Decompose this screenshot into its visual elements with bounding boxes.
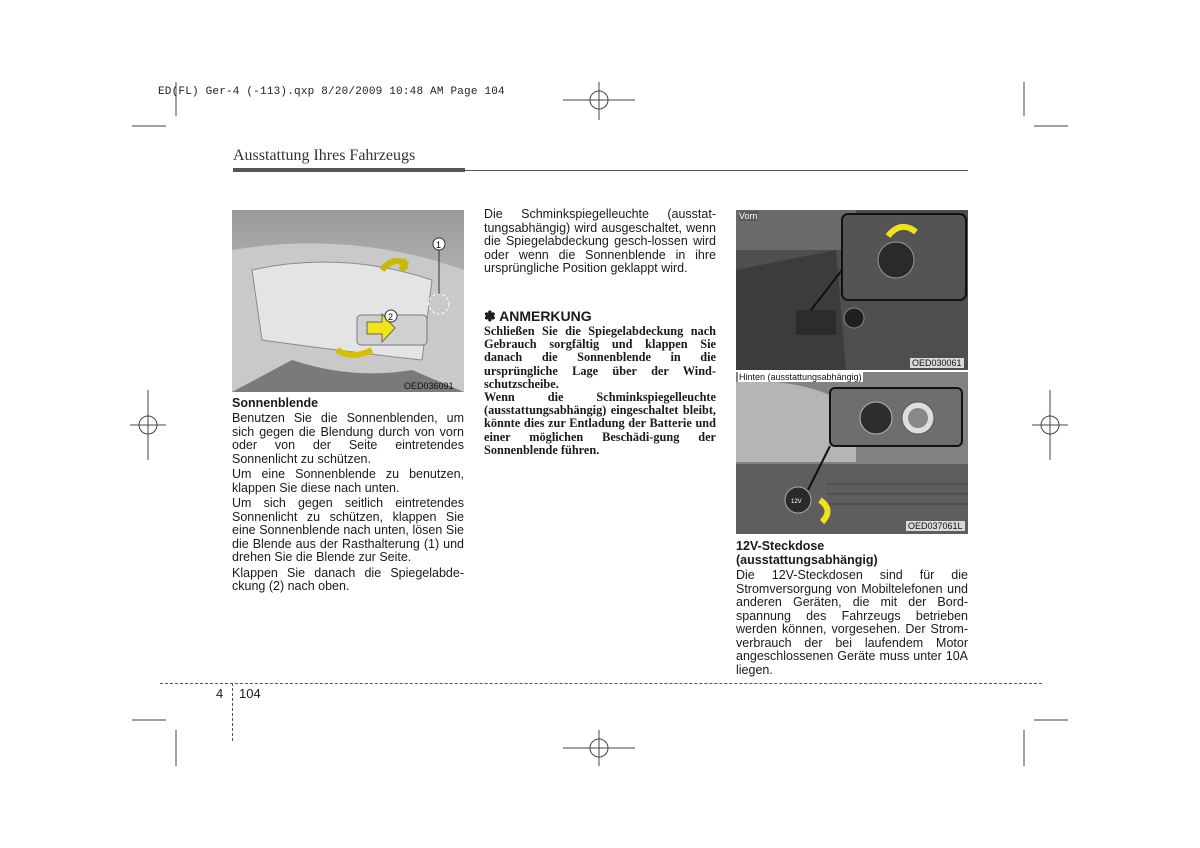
- registration-mark-right: [1032, 390, 1068, 460]
- note-paragraph: Schließen Sie die Spiegelabdeckung nach Gebrauch sorgfältig und klappen Sie danach die Sonnenblende in die ursprüngliche Lage über der Wind-schutzscheibe.: [484, 324, 716, 391]
- callout-1: 1: [436, 240, 442, 250]
- paragraph: Klappen Sie danach die Spiegelabde-ckung (2) nach oben.: [232, 565, 464, 593]
- footer-rule: [160, 683, 1042, 684]
- registration-mark-top: [563, 82, 635, 120]
- footer-divider: [232, 683, 233, 741]
- sunvisor-body: [232, 412, 464, 596]
- chapter-number: 4: [216, 686, 224, 701]
- front-outlet-figure: [736, 210, 968, 370]
- title-rule-thin: [465, 170, 968, 171]
- paragraph: Um eine Sonnenblende zu benutzen, klappen Sie diese nach unten.: [232, 467, 464, 495]
- socket-12v-label: 12V: [791, 499, 802, 505]
- rear-outlet-figure: [736, 372, 968, 534]
- slug-line: ED(FL) Ger-4 (-113).qxp 8/20/2009 10:48 AM Page 104: [158, 86, 505, 98]
- section-title: Ausstattung Ihres Fahrzeugs: [233, 147, 416, 164]
- figure-code-front: OED030061: [912, 358, 962, 368]
- callout-2: 2: [388, 312, 394, 322]
- sunvisor-heading: Sonnenblende: [232, 396, 319, 410]
- paragraph: Die 12V-Steckdosen sind für die Stromversorgung von Mobiltelefonen und anderen Geräten, die mit der Bord-spannung des Fahrzeugs betrieben werden können, vorgesehen. Der Strom-verbrauch der bei laufendem Motor angeschlossenen Geräte muss unter 10A liegen.: [736, 568, 968, 677]
- figure-code-rear: OED037061L: [908, 521, 963, 531]
- front-label: Vorn: [739, 211, 758, 221]
- note-body: [484, 325, 716, 457]
- registration-mark-left: [130, 390, 166, 460]
- page-number: 104: [239, 686, 261, 701]
- paragraph: Die Schminkspiegelleuchte (ausstat-tungsabhängig) wird ausgeschaltet, wenn die Spiegelabdeckung gesch-lossen wird oder wenn die Sonnenblende in ihre ursprüngliche Position geklappt wird.: [484, 207, 716, 275]
- outlet-body: [736, 569, 968, 679]
- outlet-heading-line1: 12V-Steckdose: [736, 539, 825, 553]
- note-heading: ✽ ANMERKUNG: [484, 308, 592, 324]
- rear-outlet-illustration: [736, 372, 968, 534]
- title-rule-thick: [233, 168, 465, 172]
- sunvisor-illustration: [232, 210, 464, 392]
- front-outlet-illustration: [736, 210, 968, 370]
- paragraph: Benutzen Sie die Sonnenblenden, um sich gegen die Blendung durch von vorn oder von der Seite eintretendes Sonnenlicht zu schützen.: [232, 411, 464, 466]
- outlet-heading-line2: (ausstattungsabhängig): [736, 553, 878, 567]
- sunvisor-figure: [232, 210, 464, 392]
- rear-label: Hinten (ausstattungsabhängig): [739, 372, 862, 382]
- registration-mark-bottom: [563, 730, 635, 766]
- paragraph: Um sich gegen seitlich eintretendes Sonnenlicht zu schützen, klappen Sie eine Sonnenblende nach unten, lösen Sie die Blende aus der Rasthalterung (1) und drehen Sie die Blende zur Seite.: [232, 496, 464, 564]
- figure-code-sunvisor: OED036091: [404, 381, 454, 391]
- vanity-light-paragraph: [484, 208, 716, 278]
- note-paragraph: Wenn die Schminkspiegelleuchte (ausstattungsabhängig) eingeschaltet bleibt, könnte dies zur Entladung der Batterie und einer möglichen Beschädi-gung der Sonnenblende führen.: [484, 390, 716, 457]
